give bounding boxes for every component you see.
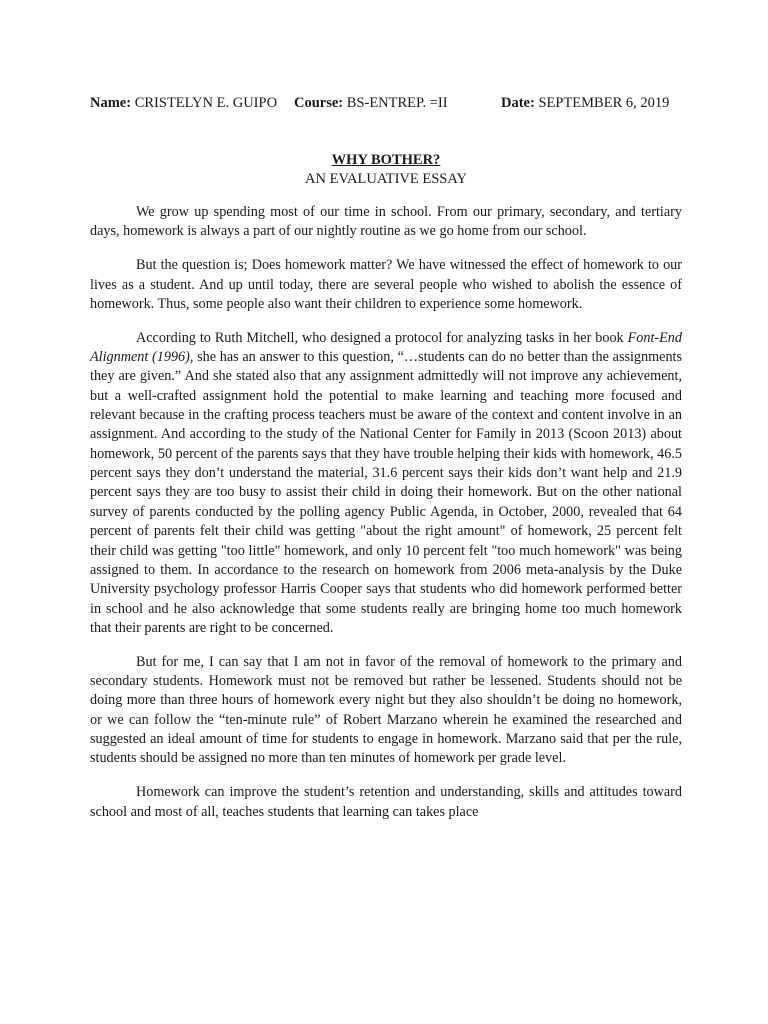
course-value: BS-ENTREP. =II (346, 95, 448, 111)
paragraph-4: But for me, I can say that I am not in favor of the removal of homework to the primary and secondary students. Homework must not be removed but rather be lessened. Students should not be doing more than three hours of homework every night but they also shouldn’t be doing no homework, or we can follow the “ten-minute rule” of Robert Marzano wherein he examined the researched and suggested an ideal amount of time for students to engage in homework. Marzano said that per the rule, students should be assigned no more than ten minutes of homework per grade level. (90, 653, 682, 767)
essay-title: WHY BOTHER? (331, 152, 441, 168)
name-field (90, 94, 277, 112)
date-value: SEPTEMBER 6, 2019 (538, 95, 670, 111)
course-label: Course: (294, 95, 344, 111)
course-field (294, 94, 448, 112)
book-title: Font-End Alignment (1996) (90, 329, 682, 366)
name-value: CRISTELYN E. GUIPO (134, 95, 278, 111)
essay-body (90, 203, 682, 822)
paragraph-1: We grow up spending most of our time in school. From our primary, secondary, and tertiary days, homework is always a part of our nightly routine as we go home from our school. (90, 204, 682, 240)
name-label: Name: (90, 95, 132, 111)
date-label: Date: (501, 95, 535, 111)
title-block (90, 151, 682, 189)
paragraph-3-part-a: According to Ruth Mitchell, who designed a protocol for analyzing tasks in her book (136, 329, 628, 346)
essay-subtitle: AN EVALUATIVE ESSAY (305, 171, 467, 187)
paragraph-3-part-b: , she has an answer to this question, “…students can do no better than the assignments they are given.” And she stated also that any assignment admittedly will not improve any achievement, but a well-crafted assignment hold the potential to make learning and teaching more focused and relevant because in the crafting process teachers must be aware of the context and content involve in an assignment. And according to the study of the National Center for Family in 2013 (Scoon 2013) about homework, 50 percent of the parents says that they have trouble helping their kids with homework, 46.5 percent says they don’t understand the material, 31.6 percent says their kids don’t want help and 21.9 percent says they are too busy to assist their child in doing their homework. But on the other national survey of parents conducted by the polling agency Public Agenda, in October, 2000, revealed that 64 percent of parents felt their child was getting "about the right amount" of homework, 25 percent felt their child was getting "too little" homework, and only 10 percent felt "too much homework" was being assigned to them. In accordance to the research on homework from 2006 meta-analysis by the Duke University psychology professor Harris Cooper says that students who did homework performed better in school and he also acknowledge that some students really are bringing home too much homework that their parents are right to be concerned. (90, 349, 682, 636)
paragraph-3 (90, 329, 682, 639)
date-field (501, 94, 669, 112)
paragraph-5: Homework can improve the student’s retention and understanding, skills and attitudes toward school and most of all, teaches students that learning can takes place (90, 784, 682, 820)
paragraph-2: But the question is; Does homework matter? We have witnessed the effect of homework to our lives as a student. And up until today, there are several people who wished to abolish the essence of homework. Thus, some people also want their children to experience some homework. (90, 257, 682, 312)
